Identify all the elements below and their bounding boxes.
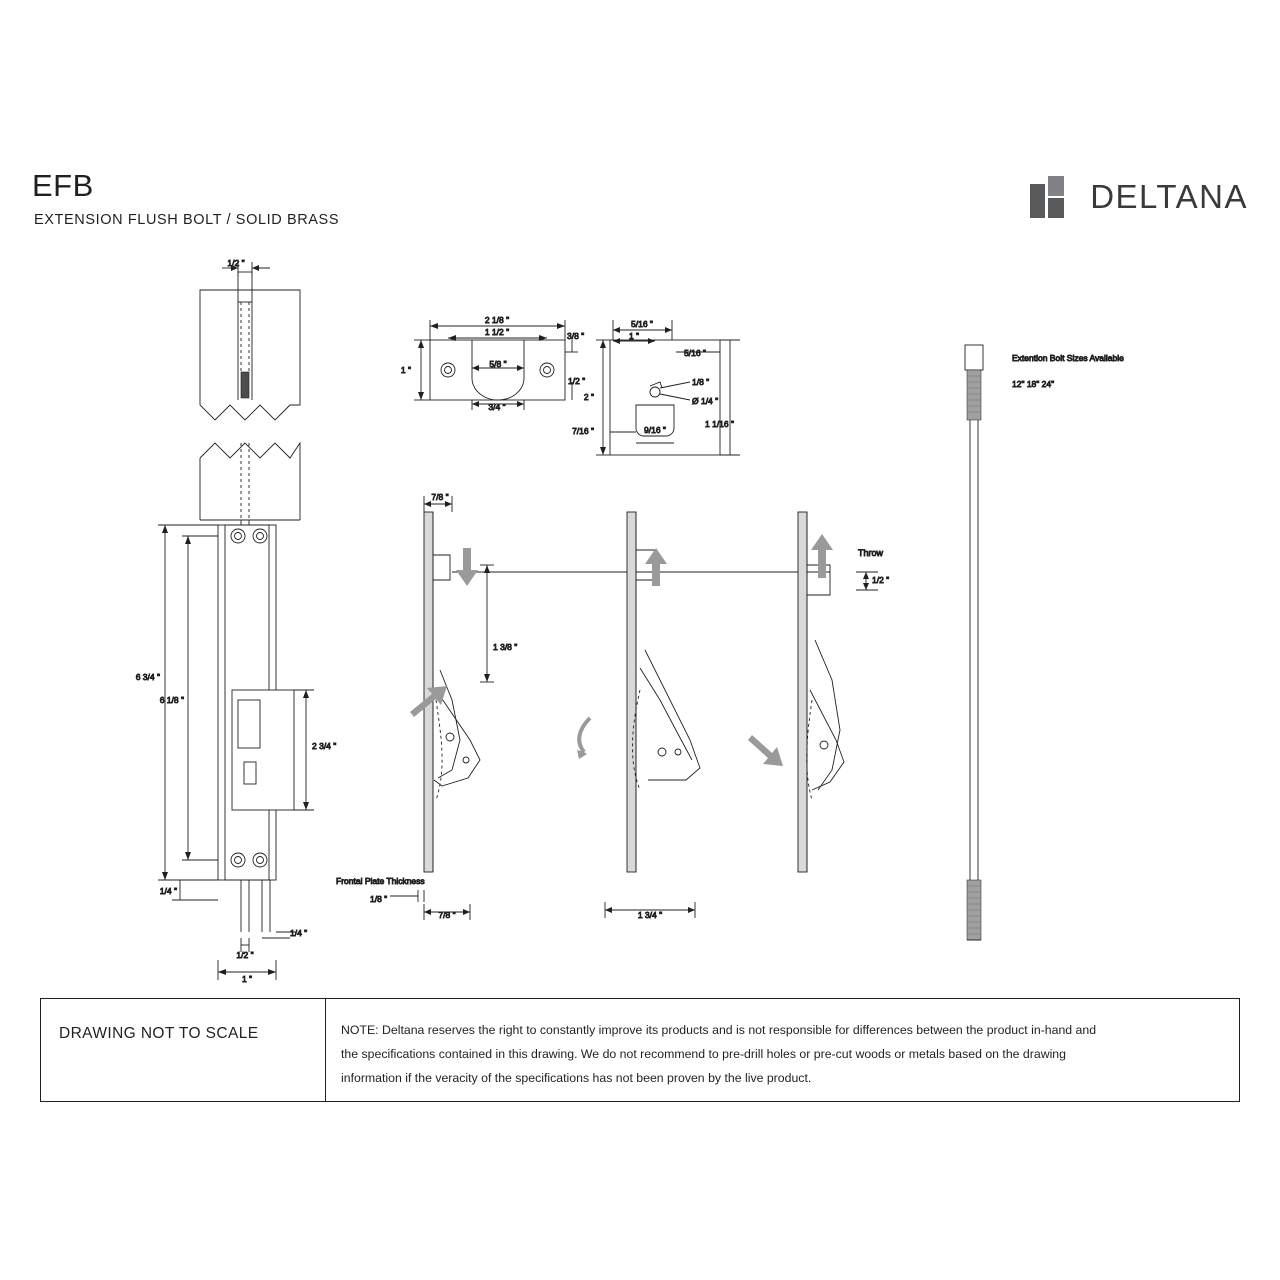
page-subtitle: EXTENSION FLUSH BOLT / SOLID BRASS — [34, 212, 340, 228]
brand-name: DELTANA — [1090, 178, 1248, 215]
dim-mortise-left-bottom: 7/16 " — [572, 426, 594, 436]
dim-door-top-rod: 1/2 " — [227, 258, 245, 268]
dim-strike-offset: 3/8 " — [567, 331, 585, 341]
dim-side-top-width: 7/8 " — [431, 492, 449, 502]
disclaimer-line-2: the specifications contained in this drawing. We do not recommend to pre-drill holes or pre-cut woods or metals based on the drawing — [341, 1046, 1066, 1061]
dim-side-lever-height: 1 3/8 " — [493, 642, 518, 652]
dim-mortise-bottom: 9/16 " — [644, 425, 666, 435]
dim-plate-inner-height: 6 1/8 " — [159, 695, 184, 705]
mortise-plate-view — [596, 320, 740, 455]
rotation-arrow — [579, 718, 590, 752]
dim-mortise-left: 2 " — [583, 392, 594, 402]
dim-plate-bottom-half: 1/2 " — [236, 950, 254, 960]
dim-mortise-small: 1/8 " — [692, 377, 710, 387]
disclaimer-line-1: NOTE: Deltana reserves the right to constantly improve its products and is not responsible for differences between the product in-hand and — [341, 1023, 1097, 1037]
dim-mortise-top: 5/16 " — [631, 319, 653, 329]
footer-divider — [325, 999, 326, 1101]
dim-strike-width-outer: 2 1/8 " — [484, 315, 510, 325]
label-throw: Throw — [858, 548, 884, 558]
dim-plate-bottom-offset: 1/4 " — [290, 928, 308, 938]
dim-plate-width: 1 " — [241, 974, 253, 984]
disclaimer-text — [341, 1019, 1221, 1091]
dim-throw-value: 1/2 " — [872, 575, 890, 585]
dim-side-bottom-width: 7/8 " — [438, 910, 456, 920]
dim-middle-bottom-width: 1 3/4 " — [637, 910, 663, 920]
dim-mortise-right-bottom: 1 1/16 " — [705, 419, 735, 429]
label-bolt-sizes-title: Extention Bolt Sizes Available — [1012, 353, 1124, 363]
page-title: EFB — [32, 168, 94, 203]
face-plate-view — [158, 520, 314, 980]
disclaimer-line-3: information if the veracity of the specifications has not been proven by the live product. — [341, 1070, 812, 1085]
dim-plate-window-height: 2 3/4 " — [312, 741, 337, 751]
label-bolt-sizes-values: 12" 18" 24" — [1012, 379, 1055, 389]
scale-note: DRAWING NOT TO SCALE — [59, 1025, 259, 1042]
dim-mortise-top2: 1 " — [628, 331, 640, 341]
dim-strike-hole: 5/8 " — [489, 359, 507, 369]
extension-bolt-view — [965, 345, 983, 940]
dim-strike-height: 1 " — [400, 365, 411, 375]
dim-strike-lower-right: 1/2 " — [568, 376, 586, 386]
operation-stage-3 — [798, 512, 878, 872]
operation-stage-1 — [390, 496, 830, 920]
label-frontal-plate-thickness: Frontal Plate Thickness — [336, 876, 425, 886]
door-edge-view — [200, 262, 300, 520]
footer-note-box — [40, 998, 1240, 1102]
dim-frontal-thickness: 1/8 " — [370, 894, 388, 904]
dim-plate-total-height: 6 3/4 " — [135, 672, 160, 682]
motion-arrows — [410, 534, 833, 766]
dim-strike-bottom: 3/4 " — [488, 402, 506, 412]
dim-mortise-dia: Ø 1/4 " — [692, 396, 719, 406]
dim-mortise-right-top: 5/16 " — [684, 348, 706, 358]
dim-plate-bottom-small: 1/4 " — [159, 886, 177, 896]
dim-strike-width-inner: 1 1/2 " — [484, 327, 510, 337]
